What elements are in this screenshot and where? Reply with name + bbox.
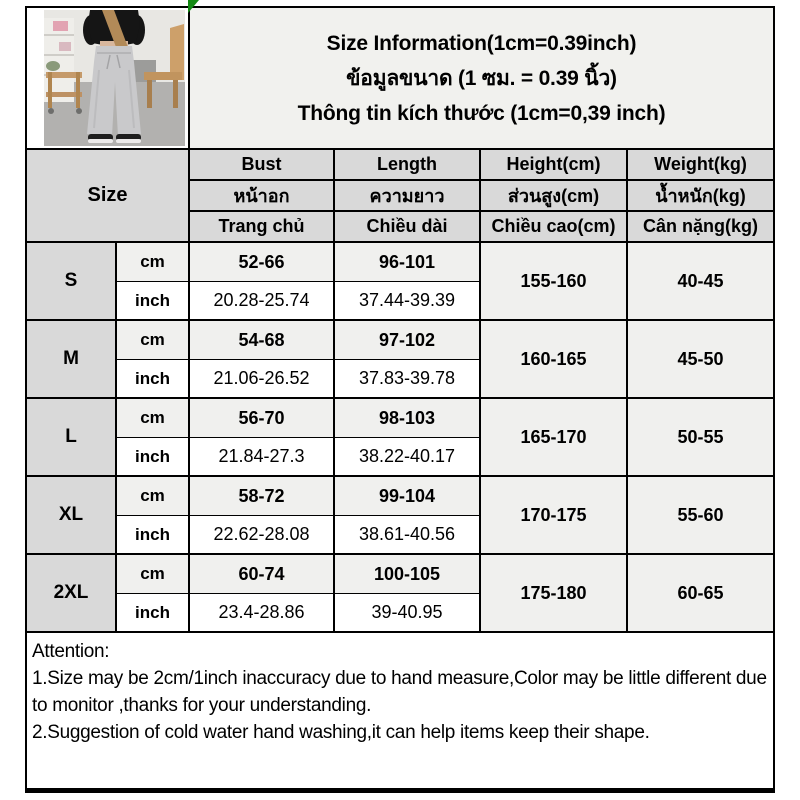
height-value: 160-165 [481,321,628,399]
length-inch-value: 38.61-40.56 [335,516,481,555]
weight-value: 55-60 [628,477,773,555]
bust-inch-value: 21.06-26.52 [190,360,335,399]
header-weight-th: น้ำหนัก(kg) [628,181,773,212]
unit-inch-label: inch [117,438,190,477]
bust-inch-value: 22.62-28.08 [190,516,335,555]
length-cm-value: 96-101 [335,243,481,282]
header-weight-en: Weight(kg) [628,150,773,181]
bust-cm-value: 52-66 [190,243,335,282]
length-inch-value: 37.83-39.78 [335,360,481,399]
weight-value: 50-55 [628,399,773,477]
header-height-vi: Chiều cao(cm) [481,212,628,243]
title-thai: ข้อมูลขนาด (1 ซม. = 0.39 นิ้ว) [346,67,617,90]
unit-inch-label: inch [117,282,190,321]
header-size: Size [27,150,190,243]
green-corner-marker-icon [188,0,199,13]
bust-inch-value: 20.28-25.74 [190,282,335,321]
size-cell: XL [27,477,117,555]
length-cm-value: 98-103 [335,399,481,438]
header-length-en: Length [335,150,481,181]
title-english: Size Information(1cm=0.39inch) [326,32,637,55]
title-vietnamese: Thông tin kích thước (1cm=0,39 inch) [297,102,666,125]
table-header [27,150,773,243]
length-inch-value: 37.44-39.39 [335,282,481,321]
height-value: 155-160 [481,243,628,321]
product-photo [27,8,190,148]
size-cell: L [27,399,117,477]
attention-section [27,633,773,788]
size-cell: 2XL [27,555,117,633]
bust-cm-value: 56-70 [190,399,335,438]
length-inch-value: 39-40.95 [335,594,481,633]
bust-cm-value: 54-68 [190,321,335,360]
attention-note-2: 2.Suggestion of cold water hand washing,it can help items keep their shape. [32,722,650,743]
length-inch-value: 38.22-40.17 [335,438,481,477]
size-row-group-2xl [27,555,773,633]
header-height-en: Height(cm) [481,150,628,181]
unit-cm-label: cm [117,477,190,516]
bust-inch-value: 23.4-28.86 [190,594,335,633]
size-row-group-s [27,243,773,321]
header-length-vi: Chiều dài [335,212,481,243]
top-section [27,8,773,150]
length-cm-value: 100-105 [335,555,481,594]
size-cell: S [27,243,117,321]
unit-cm-label: cm [117,555,190,594]
bust-cm-value: 58-72 [190,477,335,516]
weight-value: 45-50 [628,321,773,399]
size-cell: M [27,321,117,399]
header-length-th: ความยาว [335,181,481,212]
unit-cm-label: cm [117,399,190,438]
product-photo-illustration [44,10,185,146]
header-bust-en: Bust [190,150,335,181]
attention-heading: Attention: [32,641,110,662]
height-value: 165-170 [481,399,628,477]
length-cm-value: 97-102 [335,321,481,360]
length-cm-value: 99-104 [335,477,481,516]
sheet-frame [25,6,775,793]
size-row-group-l [27,399,773,477]
unit-inch-label: inch [117,594,190,633]
weight-value: 60-65 [628,555,773,633]
header-weight-vi: Cân nặng(kg) [628,212,773,243]
size-row-group-m [27,321,773,399]
unit-inch-label: inch [117,360,190,399]
height-value: 175-180 [481,555,628,633]
header-bust-th: หน้าอก [190,181,335,212]
unit-inch-label: inch [117,516,190,555]
unit-cm-label: cm [117,243,190,282]
attention-note-1: 1.Size may be 2cm/1inch inaccuracy due to hand measure,Color may be little different due to monitor ,thanks for your understanding. [32,668,767,716]
header-height-th: ส่วนสูง(cm) [481,181,628,212]
weight-value: 40-45 [628,243,773,321]
title-block [190,8,773,148]
height-value: 170-175 [481,477,628,555]
unit-cm-label: cm [117,321,190,360]
size-row-group-xl [27,477,773,555]
bust-cm-value: 60-74 [190,555,335,594]
header-bust-vi: Trang chủ [190,212,335,243]
bust-inch-value: 21.84-27.3 [190,438,335,477]
